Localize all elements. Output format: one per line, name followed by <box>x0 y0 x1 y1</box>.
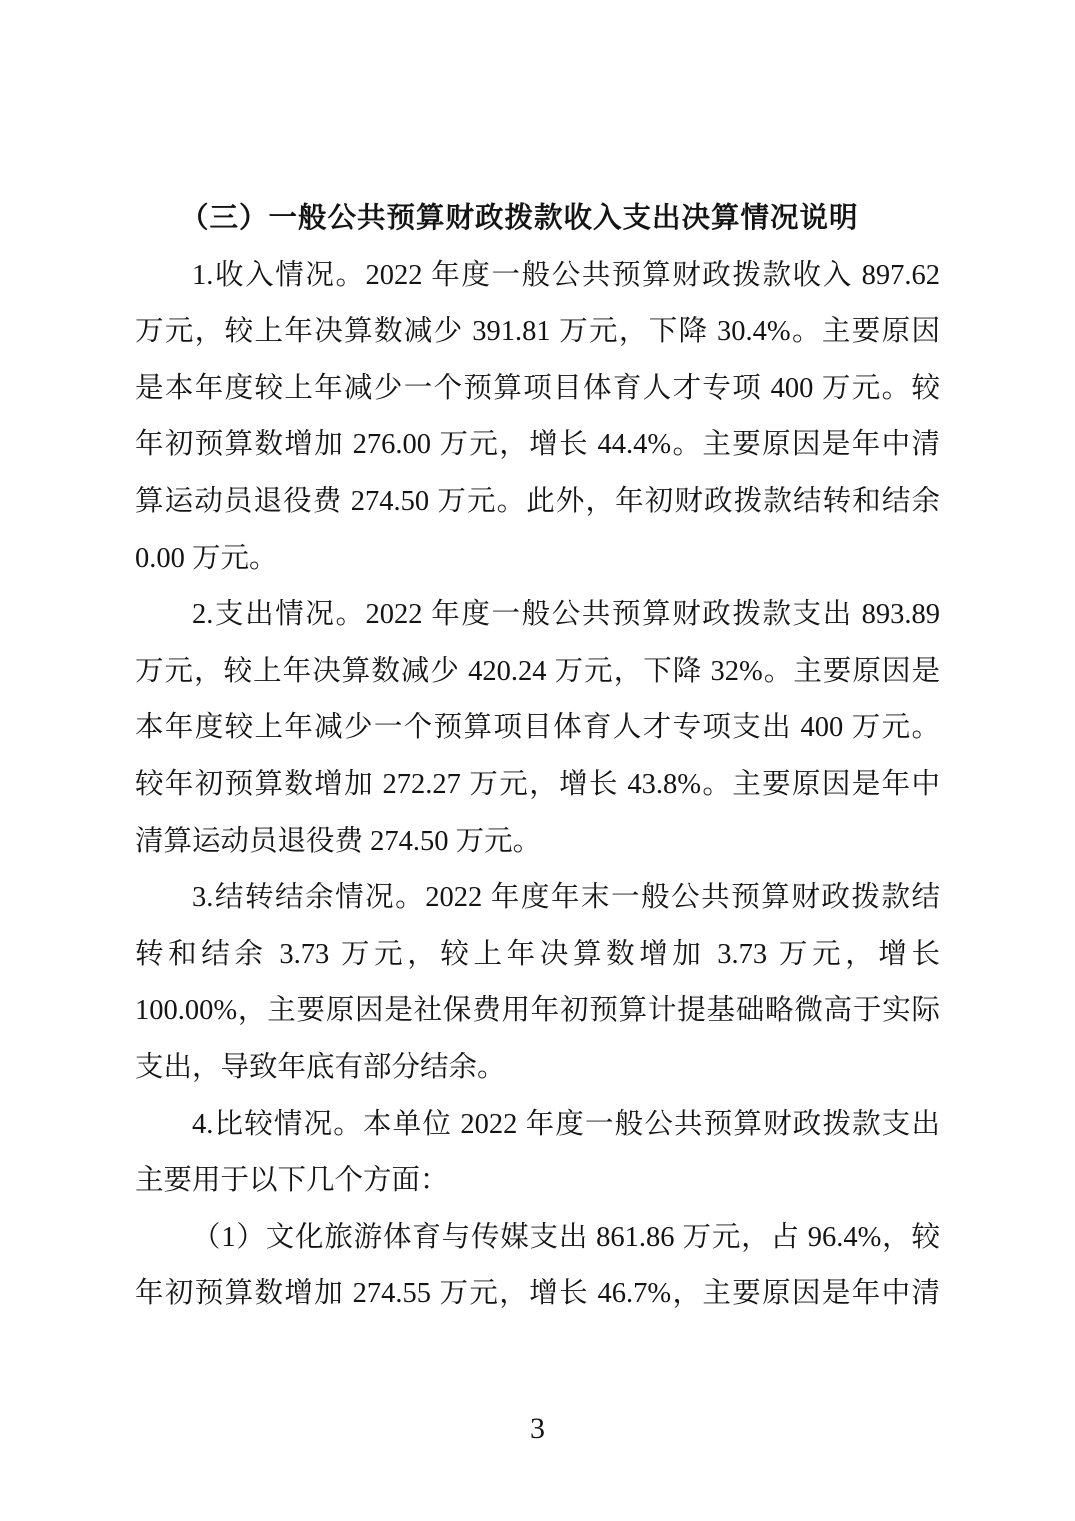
page-number: 3 <box>530 1412 545 1445</box>
text-line: 算运动员退役费 274.50 万元。此外，年初财政拨款结转和结余 <box>135 485 940 517</box>
text-line: 100.00%，主要原因是社保费用年初预算计提基础略微高于实际 <box>135 995 940 1027</box>
text-line: 2.支出情况。2022 年度一般公共预算财政拨款支出 893.89 <box>192 599 940 631</box>
text-line: 清算运动员退役费 274.50 万元。 <box>135 825 542 857</box>
paragraph-income <box>135 248 940 588</box>
paragraph-comparison <box>135 1097 940 1210</box>
text-line: 万元，较上年决算数减少 420.24 万元，下降 32%。主要原因是 <box>135 655 940 687</box>
text-line: 年初预算数增加 276.00 万元，增长 44.4%。主要原因是年中清 <box>135 429 940 461</box>
text-line: 支出，导致年底有部分结余。 <box>135 1051 506 1083</box>
text-line: 1.收入情况。2022 年度一般公共预算财政拨款收入 897.62 <box>192 259 940 291</box>
text-line: （1）文化旅游体育与传媒支出 861.86 万元，占 96.4%，较 <box>192 1221 940 1253</box>
section-heading: （三）一般公共预算财政拨款收入支出决算情况说明 <box>180 203 859 234</box>
text-line: 3.结转结余情况。2022 年度年末一般公共预算财政拨款结 <box>192 882 940 914</box>
text-line: 主要用于以下几个方面： <box>135 1165 449 1197</box>
text-line: 0.00 万元。 <box>135 542 278 574</box>
paragraph-expenditure <box>135 587 940 870</box>
page-content <box>135 191 940 1323</box>
paragraph-carryover <box>135 870 940 1096</box>
text-line: 年初预算数增加 274.55 万元，增长 46.7%，主要原因是年中清 <box>135 1278 940 1310</box>
text-line: 是本年度较上年减少一个预算项目体育人才专项 400 万元。较 <box>135 372 940 404</box>
text-line: 本年度较上年减少一个预算项目体育人才专项支出 400 万元。 <box>135 712 940 744</box>
text-line: 转和结余 3.73 万元，较上年决算数增加 3.73 万元，增长 <box>135 938 940 970</box>
text-line: 4.比较情况。本单位 2022 年度一般公共预算财政拨款支出 <box>192 1108 940 1140</box>
paragraph-culture-sports-media <box>135 1210 940 1323</box>
text-line: 较年初预算数增加 272.27 万元，增长 43.8%。主要原因是年中 <box>135 768 940 800</box>
text-line: 万元，较上年决算数减少 391.81 万元，下降 30.4%。主要原因 <box>135 316 940 348</box>
